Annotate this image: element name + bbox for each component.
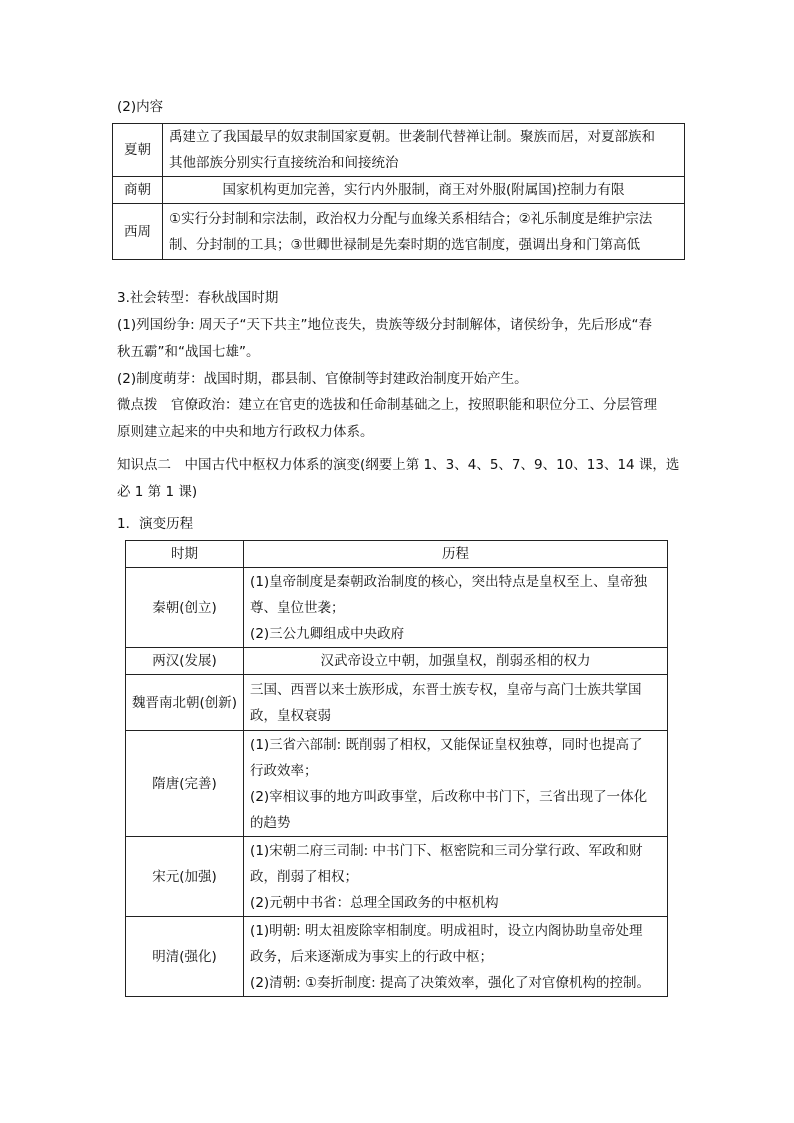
- process-cell: 汉武帝设立中朝，加强皇权，削弱丞相的权力: [244, 648, 668, 675]
- period-cell: 夏朝: [113, 124, 163, 177]
- process-cell: 三国、西晋以来士族形成，东晋士族专权，皇帝与高门士族共掌国 政，皇权衰弱: [244, 675, 668, 731]
- tip-paragraph: 微点拨 官僚政治：建立在官吏的选拔和任命制基础之上，按照职能和职位分工、分层管理 原则建立起来的中央和地方行政权力体系。: [117, 397, 657, 440]
- evolution-title: 1．演变历程: [117, 516, 194, 532]
- content-cell: ①实行分封制和宗法制，政治权力分配与血缘关系相结合；②礼乐制度是维护宗法 制、分封制的工具；③世卿世禄制是先秦时期的选官制度，强调出身和门第高低: [163, 204, 685, 260]
- paragraph-system-origin: (2)制度萌芽：战国时期，郡县制、官僚制等封建政治制度开始产生。: [117, 371, 528, 387]
- process-cell: (1)三省六部制: 既削弱了相权，又能保证皇权独尊，同时也提高了 行政效率； (2)宰相议事的地方叫政事堂，后改称中书门下，三省出现了一体化 的趋势: [244, 731, 668, 837]
- paragraph-states-rivalry: (1)列国纷争: 周天子“天下共主”地位丧失，贵族等级分封制解体，诸侯纷争，先后形成“春 秋五霸”和“战国七雄”。: [117, 317, 652, 360]
- table-row: [113, 177, 685, 204]
- evolution-table: [125, 540, 668, 997]
- period-cell: 商朝: [113, 177, 163, 204]
- section-content-title: (2)内容: [117, 99, 164, 115]
- content-cell: 禹建立了我国最早的奴隶制国家夏朝。世袭制代替禅让制。聚族而居，对夏部族和 其他部族分别实行直接统治和间接统治: [163, 124, 685, 177]
- period-cell: 明清(强化): [126, 917, 244, 997]
- process-cell: (1)皇帝制度是秦朝政治制度的核心，突出特点是皇权至上、皇帝独 尊、皇位世袭； (2)三公九卿组成中央政府: [244, 568, 668, 648]
- header-process: 历程: [244, 541, 668, 568]
- table-row: [126, 675, 668, 731]
- table-header-row: [126, 541, 668, 568]
- period-cell: 西周: [113, 204, 163, 260]
- period-cell: 魏晋南北朝(创新): [126, 675, 244, 731]
- table-row: [126, 837, 668, 917]
- header-period: 时期: [126, 541, 244, 568]
- table-row: [126, 917, 668, 997]
- period-cell: 秦朝(创立): [126, 568, 244, 648]
- section-transition-title: 3.社会转型：春秋战国时期: [117, 290, 279, 306]
- process-cell: (1)宋朝二府三司制: 中书门下、枢密院和三司分掌行政、军政和财 政，削弱了相权； (2)元朝中书省：总理全国政务的中枢机构: [244, 837, 668, 917]
- table-row: [126, 648, 668, 675]
- table-row: [113, 204, 685, 260]
- dynasty-content-table: [112, 123, 685, 260]
- table-row: [113, 124, 685, 177]
- table-row: [126, 568, 668, 648]
- period-cell: 隋唐(完善): [126, 731, 244, 837]
- process-cell: (1)明朝: 明太祖废除宰相制度。明成祖时，设立内阁协助皇帝处理 政务，后来逐渐成为事实上的行政中枢； (2)清朝: ①奏折制度: 提高了决策效率，强化了对官僚机构的控制。: [244, 917, 668, 997]
- content-cell: 国家机构更加完善，实行内外服制，商王对外服(附属国)控制力有限: [163, 177, 685, 204]
- knowledge-point-title: 知识点二 中国古代中枢权力体系的演变(纲要上第 1、3、4、5、7、9、10、13、14 课，选 必 1 第 1 课): [117, 457, 680, 500]
- period-cell: 宋元(加强): [126, 837, 244, 917]
- period-cell: 两汉(发展): [126, 648, 244, 675]
- table-row: [126, 731, 668, 837]
